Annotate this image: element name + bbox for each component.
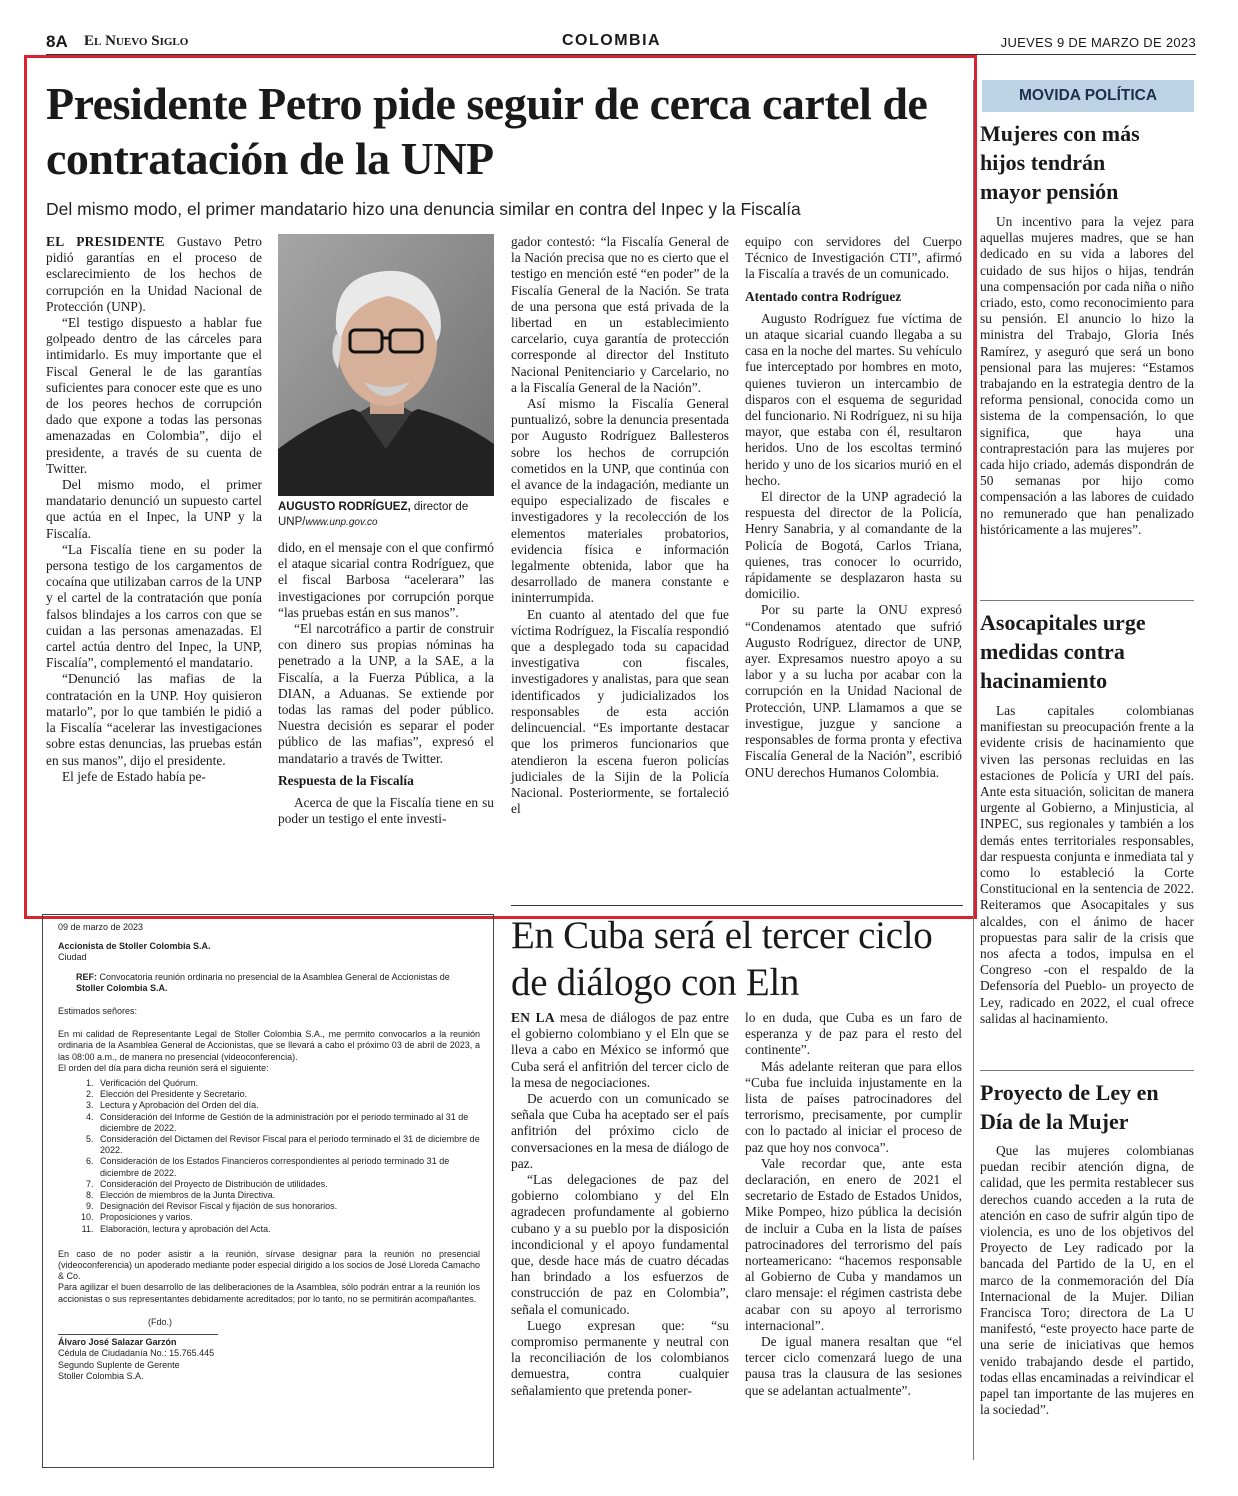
section-name: COLOMBIA xyxy=(562,32,662,49)
agenda-item: 10. Proposiciones y varios. xyxy=(96,1212,480,1223)
page-header xyxy=(46,32,1196,54)
agenda-item: 8. Elección de miembros de la Junta Directiva. xyxy=(96,1190,480,1201)
lead-word: EN LA xyxy=(511,1010,555,1025)
sidebar-divider xyxy=(973,80,974,1460)
main-paragraph: El director de la UNP agradeció la respuesta del director de la Policía, Henry Sanabria, y al comandante de la Policía de Bogotá, Carlos Triana, quienes, tras conocer lo ocurrido, rápidamente se desplazaron hasta su domicilio. xyxy=(745,489,962,602)
sidebar-paragraph: Las capitales colombianas manifiestan su preocupación frente a la evidente crisis de hacinamiento que viven las personas recluidas en las estaciones de Policía y URI del país. Ante esta situación, solicitan de manera urgente al Gobierno, a Minjusticia, al INPEC, sus regionales y también a los demás entes territoriales responsables, dar respuesta conjunta e inmediata tal y como lo estableció la Corte Constitucional en la sentencia de 2022. Reiteramos que Asocapitales y sus alcaldes, con el ánimo de hacer propuestas para salir de la crisis que nos afecta a todos, impulsa en el Congreso -con el respaldo de la Defensoría del Pueblo- un proyecto de Ley, radicado en 2022, el cual ofrece salidas al hacinamiento. xyxy=(980,703,1194,1026)
newspaper-name: El Nuevo Siglo xyxy=(84,33,189,49)
portrait-illustration xyxy=(278,234,494,496)
notice-date: 09 de marzo de 2023 xyxy=(58,922,144,932)
sidebar-story-2-body xyxy=(980,703,1194,1027)
signer-company: Stoller Colombia S.A. xyxy=(58,1370,144,1381)
cuba-paragraph: “Las delegaciones de paz del gobierno colombiano y del Eln agradecen profundamente al gobierno cubano y a su pueblo por la disposición incondicional y el apoyo fundamental que, desde hace más de cuatro décadas han brindado a los esfuerzos de construcción de paz en Colombia”, señala el comunicado. xyxy=(511,1172,729,1317)
sidebar-story-3-body xyxy=(980,1143,1194,1418)
sidebar-label: MOVIDA POLÍTICA xyxy=(982,80,1194,112)
main-subheadline: Del mismo modo, el primer mandatario hizo una denuncia similar en contra del Inpec y la Fiscalía xyxy=(46,199,801,219)
main-paragraph: EL PRESIDENTE Gustavo Petro pidió garantías en el proceso de esclarecimiento de los hechos de corrupción en la Unidad Nacional de Protección (UNP). xyxy=(46,234,262,314)
signer-role: Segundo Suplente de Gerente xyxy=(58,1359,180,1370)
sidebar-story-3-headline: Proyecto de Ley en Día de la Mujer xyxy=(980,1080,1159,1134)
sidebar-story-2-headline: Asocapitales urge medidas contra hacinamiento xyxy=(980,610,1146,693)
notice-closing-1: En caso de no poder asistir a la reunión, sírvase designar para la reunión no presencial (videoconferencia) un apoderado mediante poder especial dirigido a los socios de José Lloreda Camacho & Co. xyxy=(58,1248,480,1282)
notice-city: Ciudad xyxy=(58,952,87,963)
signature-rule xyxy=(58,1334,218,1335)
agenda-list xyxy=(58,1078,480,1235)
lead-word: EL PRESIDENTE xyxy=(46,234,165,249)
sidebar-rule-1 xyxy=(980,600,1194,601)
signer-id: Cédula de Ciudadanía No.: 15.765.445 xyxy=(58,1348,215,1359)
cuba-headline: En Cuba será el tercer ciclo de diálogo con Eln xyxy=(511,914,933,1004)
cuba-top-rule xyxy=(511,905,963,906)
main-headline: Presidente Petro pide seguir de cerca cartel de contratación de la UNP xyxy=(46,78,928,184)
cuba-column-1 xyxy=(511,1010,729,1399)
subheading: Respuesta de la Fiscalía xyxy=(278,772,414,788)
subheading: Atentado contra Rodríguez xyxy=(745,288,902,304)
sidebar-paragraph: Que las mujeres colombianas puedan recibir atención digna, de calidad, que les permita restablecer sus derechos cuando acceden a la ruta de atención en caso de sufrir algún tipo de violencia, es uno de los objetivos del Proyecto de Ley radicado por la bancada del Partido de la U, en el marco de la conmemoración del Día Internacional de la Mujer. Dilian Francisca Toro; directora de La U manifestó, “este proyecto hace parte de una serie de iniciativas que hemos venido trabajando desde el partido, todas ellas encaminadas a reivindicar el papel tan importante de las mujeres en la sociedad”. xyxy=(980,1143,1194,1418)
main-paragraph: “El testigo dispuesto a hablar fue golpeado dentro de las cárceles para intimidarlo. Es muy importante que el Fiscal General le de las garantías suficientes para conocer este que es uno de los peores hechos de corrupción dado que expone a todas las personas amenazadas en Colombia”, dijo el presidente, a través de su cuenta de Twitter. xyxy=(46,315,262,476)
agenda-item: 5. Consideración del Dictamen del Revisor Fiscal para el periodo terminado el 31 de diciembre de 2022. xyxy=(96,1134,480,1156)
agenda-item: 7. Consideración del Proyecto de Distribución de utilidades. xyxy=(96,1179,480,1190)
sidebar-paragraph: Un incentivo para la vejez para aquellas mujeres madres, que se han dedicado en su vida a labores del cuidado de sus hijos o hijas, tendrán una compensación por cada niña o niño criado, esto, como reconocimiento para su pensión. El anuncio lo hizo la ministra del Trabajo, Gloria Inés Ramírez, y aseguró que será un bono pensional para las mujeres: “Estamos trabajando en la estrategia dentro de la reforma pensional, conocida como un sistema de la compensación, lo que significa, que haya una contraprestación para las mujeres por cada hijo criado, además dispondrán de 50 semanas por hijo como compensación a las labores de cuidado no remunerado que han penalizado históricamente a las mujeres”. xyxy=(980,214,1194,537)
main-paragraph: “El narcotráfico a partir de construir con dinero sus propias nóminas ha penetrado a la UNP, a la SAE, a la Fiscalía, a la Fuerza Pública, a la DIAN, a Aduanas. Se extiende por todas las ramas del poder público. Nuestra decisión es separar el poder público de las mafias”, expresó el mandatario a través de Twitter. xyxy=(278,621,494,766)
agenda-item: 9. Designación del Revisor Fiscal y fijación de sus honorarios. xyxy=(96,1201,480,1212)
caption-name: AUGUSTO RODRÍGUEZ, xyxy=(278,501,411,513)
photo-caption: AUGUSTO RODRÍGUEZ, director de UNP/www.unp.gov.co xyxy=(278,501,469,528)
agenda-item: 4. Consideración del Informe de Gestión de la administración por el periodo terminado al 31 de diciembre de 2022. xyxy=(96,1112,480,1134)
main-column-3 xyxy=(511,234,729,817)
agenda-item: 3. Lectura y Aprobación del Orden del día. xyxy=(96,1100,480,1111)
notice-addressee: Accionista de Stoller Colombia S.A. xyxy=(58,941,211,952)
legal-notice xyxy=(58,922,480,1382)
notice-closing-2: Para agilizar el buen desarrollo de las deliberaciones de la Asamblea, sólo podrán entrar a la reunión los accionistas o sus representantes debidamente acreditados; por lo tanto, no se permitirán acompañantes. xyxy=(58,1282,480,1304)
cuba-paragraph: lo en duda, que Cuba es un faro de esperanza y de paz para el resto del continente”. xyxy=(745,1010,962,1058)
main-column-2 xyxy=(278,540,494,827)
sidebar-story-1-body xyxy=(980,214,1194,538)
notice-agenda-intro: El orden del día para dicha reunión será el siguiente: xyxy=(58,1062,269,1073)
main-paragraph: dido, en el mensaje con el que confirmó el ataque sicarial contra Rodríguez, que el fiscal Barbosa “acelerara” las investigaciones por corrupción porque “las pruebas están en sus manos”. xyxy=(278,540,494,620)
header-rule xyxy=(46,54,1196,55)
cuba-paragraph: De igual manera resaltan que “el tercer ciclo comenzará luego de una pausa tras la clausura de las sesiones que se adelantan actualmente”. xyxy=(745,1334,962,1398)
sidebar-story-1-headline: Mujeres con más hijos tendrán mayor pensión xyxy=(980,121,1140,204)
notice-body: En mi calidad de Representante Legal de Stoller Colombia S.A., me permito convocarlos a la reunión ordinaria de la Asamblea General de Accionistas, que se llevará a cabo el próximo 03 de abril de 2023, a las 08:00 a.m., de manera no presencial (videoconferencia). xyxy=(58,1029,480,1062)
main-column-4 xyxy=(745,234,962,781)
main-paragraph: Así mismo la Fiscalía General puntualizó, sobre la denuncia presentada por Augusto Rodríguez Ballesteros sobre los hechos de corrupción cometidos en la UNP, que continúa con el avance de la indagación, mediante un equipo especializado de fiscales e investigadores y la recolección de los elementos materiales probatorios, evidencia física e información legalmente obtenida, labor que ha desarrollado de manera constante e ininterrumpida. xyxy=(511,396,729,606)
main-paragraph: El jefe de Estado había pe- xyxy=(62,768,206,784)
main-paragraph: gador contestó: “la Fiscalía General de la Nación precisa que no es cierto que el testigo en mención esté “en poder” de la Fiscalía General de la Nación. Se trata de una persona que está privada de la libertad en un establecimiento carcelario, cuya garantía de protección corresponde al director del Instituto Nacional Penitenciario y Carcelario, no a la Fiscalía General de la Nación”. xyxy=(511,234,729,395)
main-paragraph: equipo con servidores del Cuerpo Técnico de Investigación CTI”, afirmó la Fiscalía a través de un comunicado. xyxy=(745,234,962,282)
main-column-1 xyxy=(46,234,262,785)
notice-greeting: Estimados señores: xyxy=(58,1006,138,1017)
main-paragraph: Acerca de que la Fiscalía tiene en su poder un testigo el ente investi- xyxy=(278,795,494,827)
sidebar-rule-2 xyxy=(980,1070,1194,1071)
photo-credit: www.unp.gov.co xyxy=(305,517,378,528)
notice-ref: REF: Convocatoria reunión ordinaria no presencial de la Asamblea General de Accionistas de Stoller Colombia S.A. xyxy=(76,971,450,993)
notice-signature: (Fdo.) xyxy=(148,1316,173,1327)
agenda-item: 6. Consideración de los Estados Financieros correspondientes al periodo terminado 31 de diciembre de 2022. xyxy=(96,1156,480,1178)
issue-date: JUEVES 9 DE MARZO DE 2023 xyxy=(1000,35,1196,50)
main-paragraph: Del mismo modo, el primer mandatario denunció un supuesto cartel que actúa en el Inpec, la UNP y la Fiscalía. xyxy=(46,477,262,541)
agenda-item: 1. Verificación del Quórum. xyxy=(96,1078,480,1089)
main-paragraph: “La Fiscalía tiene en su poder la persona testigo de los cargamentos de cocaína que utilizaban carros de la UNP y el cartel de la contratación que ponía falsos blindajes a los carros con que se cuidan a las personas amenazadas. El cartel actúa dentro del Inpec, la UNP, Fiscalía”, complementó el mandatario. xyxy=(46,541,262,671)
main-paragraph: En cuanto al atentado del que fue víctima Rodríguez, la Fiscalía respondió que a desplegado toda su capacidad investigativa con fiscales, investigadores y analistas, para que sean identificados y judicializados los responsables de esta acción delincuencial. “Es importante destacar que los primeros funcionarios que atendieron la escena fueron policías judiciales de la Sijin de la Policía Nacional. Posteriormente, se fortaleció el xyxy=(511,606,729,817)
main-paragraph: “Denunció las mafias de la contratación en la UNP. Hoy quisieron matarlo”, por lo que también le pidió a la Fiscalía “acelerar las investigaciones sobre estas denuncias, las pruebas están en sus manos”, dijo el presidente. xyxy=(46,671,262,768)
main-paragraph: Augusto Rodríguez fue víctima de un ataque sicarial cuando llegaba a su casa en la noche del martes. Su vehículo fue interceptado por hombres en moto, quienes tuvieron un intercambio de disparos con el esquema de seguridad del funcionario. Ni Rodríguez, ni su hija mayor, que estaba con él, resultaron heridos. Uno de los escoltas terminó herido y uno de los sicarios murió en el hecho. xyxy=(745,310,962,488)
cuba-paragraph: Luego expresan que: “su compromiso permanente y neutral con la reconciliación de los colombianos demuestra, contra cualquier señalamiento que pretenda poner- xyxy=(511,1317,729,1398)
agenda-item: 2. Elección del Presidente y Secretario. xyxy=(96,1089,480,1100)
portrait-photo xyxy=(278,234,494,496)
cuba-paragraph: De acuerdo con un comunicado se señala que Cuba ha aceptado ser el país anfitrión del próximo ciclo de conversaciones en la mesa de diálogo de paz. xyxy=(511,1091,729,1171)
cuba-column-2 xyxy=(745,1010,962,1399)
signer-name: Álvaro José Salazar Garzón xyxy=(58,1337,177,1348)
agenda-item: 11. Elaboración, lectura y aprobación del Acta. xyxy=(96,1224,480,1235)
cuba-paragraph: Más adelante reiteran que para ellos “Cuba fue incluida injustamente en la lista de países patrocinadores del terrorismo, precisamente, por cumplir con lo pactado al iniciar el proceso de paz que hoy nos convoca”. xyxy=(745,1058,962,1155)
cuba-paragraph: Vale recordar que, ante esta declaración, en enero de 2021 el secretario de Estado de Estados Unidos, Mike Pompeo, hizo pública la decisión de incluir a Cuba en la lista de países patrocinadores del terrorismo del país norteamericano: “hacemos responsable al Gobierno de Cuba y mandamos un claro mensaje: el régimen castrista debe acabar con su apoyo al terrorismo internacional”. xyxy=(745,1155,962,1333)
main-paragraph: Por su parte la ONU expresó “Condenamos atentado que sufrió Augusto Rodríguez, director de UNP, ayer. Expresamos nuestro apoyo a su labor y a su lucha por acabar con la corrupción en la Unidad Nacional de Protección, UNP. Llamamos a que se investigue, juzgue y sancione a responsables de forma pronta y efectiva Fiscalía General de la Nación”, escribió ONU derechos Humanos Colombia. xyxy=(745,602,962,780)
page-number: 8A xyxy=(46,32,68,51)
cuba-paragraph: EN LA mesa de diálogos de paz entre el gobierno colombiano y el Eln que se lleva a cabo en México se informó que Cuba será el anfitrión del tercer ciclo de la mesa de negociaciones. xyxy=(511,1010,729,1090)
